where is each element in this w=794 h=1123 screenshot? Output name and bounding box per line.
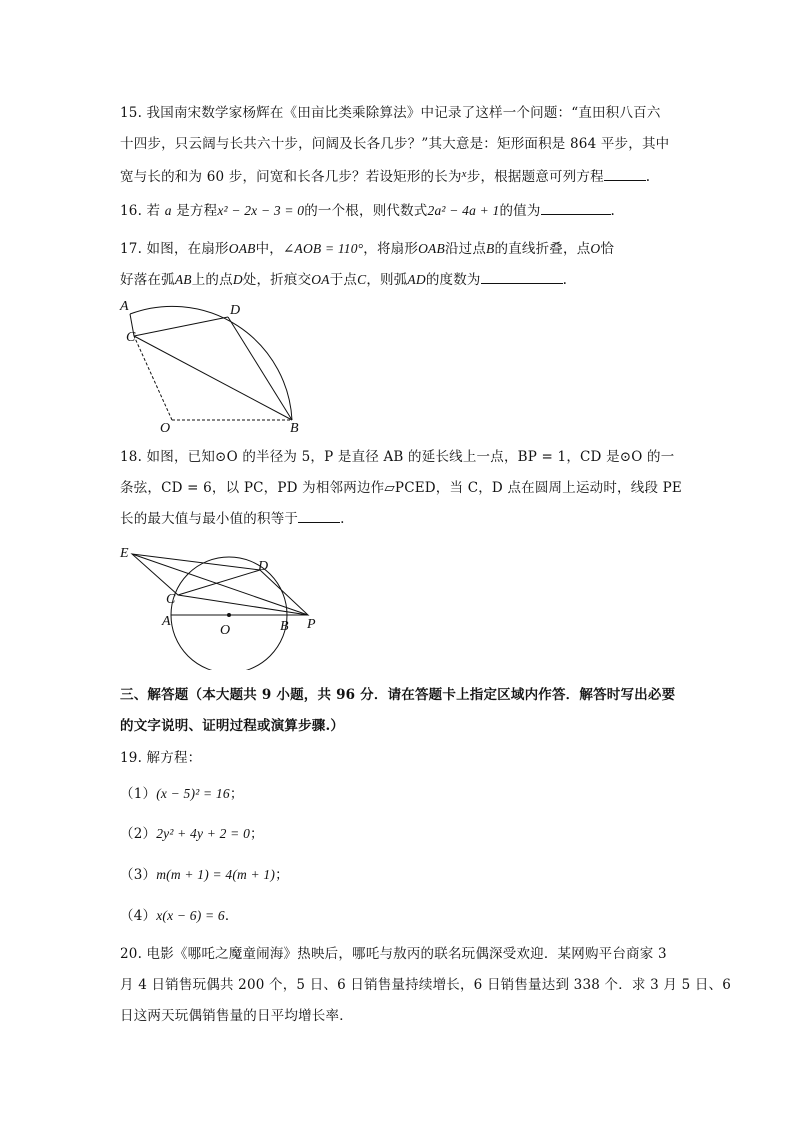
q19-equation: m(m + 1) = 4(m + 1) bbox=[156, 867, 276, 882]
q17-point: D bbox=[232, 272, 243, 287]
answer-blank bbox=[298, 510, 340, 523]
q17-text: 好落在弧 bbox=[120, 272, 175, 288]
q19-part-4 bbox=[120, 907, 239, 925]
q15-line-2: 十四步，只云阔与长共六十步，问阔及长各几步？”其大意是：矩形面积是 864 平步，其中 bbox=[120, 136, 670, 152]
q18-line-3 bbox=[120, 510, 345, 528]
q17-segment-CD bbox=[134, 317, 228, 336]
q17-text: 处，折痕交 bbox=[242, 272, 312, 288]
q16-expression: 2a² − 4a + 1 bbox=[427, 203, 500, 218]
q17-label-B: B bbox=[290, 421, 299, 432]
q18-label-A: A bbox=[162, 614, 171, 629]
q17-arc: AD bbox=[407, 272, 426, 287]
q16-end: . bbox=[610, 203, 616, 219]
q17-label-O: O bbox=[160, 421, 171, 432]
q16-text-c: 的一个根，则代数式 bbox=[304, 203, 428, 219]
q17-text: 于点 bbox=[329, 272, 358, 288]
q18-label-B: B bbox=[280, 619, 289, 634]
q16-text-a: 16. 若 bbox=[120, 203, 161, 219]
answer-blank bbox=[604, 168, 646, 181]
q15-variable: x bbox=[461, 168, 467, 180]
q15-line-3 bbox=[120, 165, 650, 186]
answer-blank bbox=[541, 202, 611, 215]
q17-angle: ∠AOB = 110° bbox=[283, 241, 364, 256]
section-3-heading-line-2: 的文字说明、证明过程或演算步骤.） bbox=[120, 718, 345, 734]
q17-text: 的度数为 bbox=[425, 272, 481, 288]
q17-point: B bbox=[486, 241, 495, 256]
q19-part-label: （2） bbox=[120, 826, 157, 842]
q20-line-3: 日这两天玩偶销售量的日平均增长率． bbox=[120, 1008, 353, 1024]
q17-point: O bbox=[590, 241, 601, 256]
q20-line-2: 月 4 日销售玩偶共 200 个，5 日、6 日销售量持续增长，6 日销售量达到 338 个．求 3 月 5 日、6 bbox=[120, 977, 732, 993]
q16-equation: x² − 2x − 3 = 0 bbox=[217, 203, 305, 218]
q17-end: . bbox=[562, 272, 568, 288]
q19-punct: ； bbox=[250, 826, 264, 842]
q19-equation: x(x − 6) = 6 bbox=[156, 908, 225, 923]
q18-figure bbox=[112, 540, 332, 670]
q16-text-b: 是方程 bbox=[176, 203, 218, 219]
q17-figure bbox=[112, 292, 312, 432]
q19-part-2 bbox=[120, 825, 264, 843]
q17-text: 恰 bbox=[600, 241, 615, 257]
q19-part-1 bbox=[120, 785, 244, 803]
q19-part-label: （4） bbox=[120, 908, 157, 924]
q19-punct: ； bbox=[275, 867, 289, 883]
section-3-heading-line-1: 三、解答题（本大题共 9 小题，共 96 分．请在答题卡上指定区域内作答．解答时写出必要 bbox=[120, 687, 676, 703]
q17-text: 上的点 bbox=[191, 272, 233, 288]
q17-line-2 bbox=[120, 271, 567, 289]
q17-line-1 bbox=[120, 240, 614, 258]
q18-label-O: O bbox=[220, 623, 231, 638]
q19-punct: ； bbox=[229, 786, 244, 802]
q17-text: ，则弧 bbox=[366, 272, 408, 288]
q17-arc: AB bbox=[174, 272, 192, 287]
q17-sector-name: OAB bbox=[228, 241, 256, 256]
q17-text: 的直线折叠，点 bbox=[494, 241, 591, 257]
q19-part-label: （3） bbox=[120, 867, 157, 883]
q17-segment: OA bbox=[311, 272, 330, 287]
q19-equation: 2y² + 4y + 2 = 0 bbox=[156, 826, 251, 841]
answer-blank bbox=[481, 271, 563, 284]
q15-text-a: 宽与长的和为 60 步，问宽和长各几步？若设矩形的长为 bbox=[120, 169, 462, 185]
q16-var-a: a bbox=[164, 203, 172, 218]
q17-label-D: D bbox=[230, 303, 241, 318]
q17-point: C bbox=[357, 272, 367, 287]
q17-sector-name: OAB bbox=[418, 241, 445, 256]
q19-part-3 bbox=[120, 866, 289, 884]
q18-line-1: 18. 如图，已知⊙O 的半径为 5，P 是直径 AB 的延长线上一点，BP = 1，CD 是⊙O 的一 bbox=[120, 449, 675, 465]
q18-center-dot bbox=[227, 613, 231, 617]
q15-end: . bbox=[645, 169, 651, 185]
q16-line bbox=[120, 202, 615, 220]
q17-text: 中， bbox=[255, 241, 284, 257]
q19-part-label: （1） bbox=[120, 786, 157, 802]
q15-line-1: 15. 我国南宋数学家杨辉在《田亩比类乘除算法》中记录了这样一个问题：“直田积八百六 bbox=[120, 105, 661, 121]
q17-segment-DB bbox=[228, 317, 292, 420]
q18-line-2: 条弦，CD = 6，以 PC，PD 为相邻两边作▱PCED，当 C，D 点在圆周上运动时，线段 PE bbox=[120, 480, 682, 496]
q18-label-P: P bbox=[307, 617, 316, 632]
q20-line-1: 20. 电影《哪吒之魔童闹海》热映后，哪吒与敖丙的联名玩偶深受欢迎．某网购平台商家 3 bbox=[120, 946, 667, 962]
q18-end: . bbox=[340, 511, 345, 527]
q17-text: ，将扇形 bbox=[363, 241, 419, 257]
q17-label-A: A bbox=[120, 299, 129, 314]
q19-punct: ． bbox=[224, 908, 239, 924]
q18-text: 长的最大值与最小值的积等于 bbox=[120, 511, 299, 527]
q17-segment-OC bbox=[134, 336, 172, 420]
q18-label-E: E bbox=[120, 546, 129, 561]
q18-segment-EP bbox=[132, 554, 308, 615]
q17-segment-CB bbox=[134, 336, 292, 420]
q17-label-C: C bbox=[126, 330, 136, 345]
q18-label-D: D bbox=[258, 559, 269, 574]
q16-text-d: 的值为 bbox=[499, 203, 541, 219]
q19-title: 19. 解方程： bbox=[120, 750, 202, 766]
q17-text: 17. 如图，在扇形 bbox=[120, 241, 229, 257]
q19-equation: (x − 5)² = 16 bbox=[156, 786, 230, 801]
q17-text: 沿过点 bbox=[444, 241, 487, 257]
q15-text-b: 步，根据题意可列方程 bbox=[466, 169, 604, 185]
q18-label-C: C bbox=[166, 592, 176, 607]
q17-arc-AB bbox=[130, 306, 292, 420]
